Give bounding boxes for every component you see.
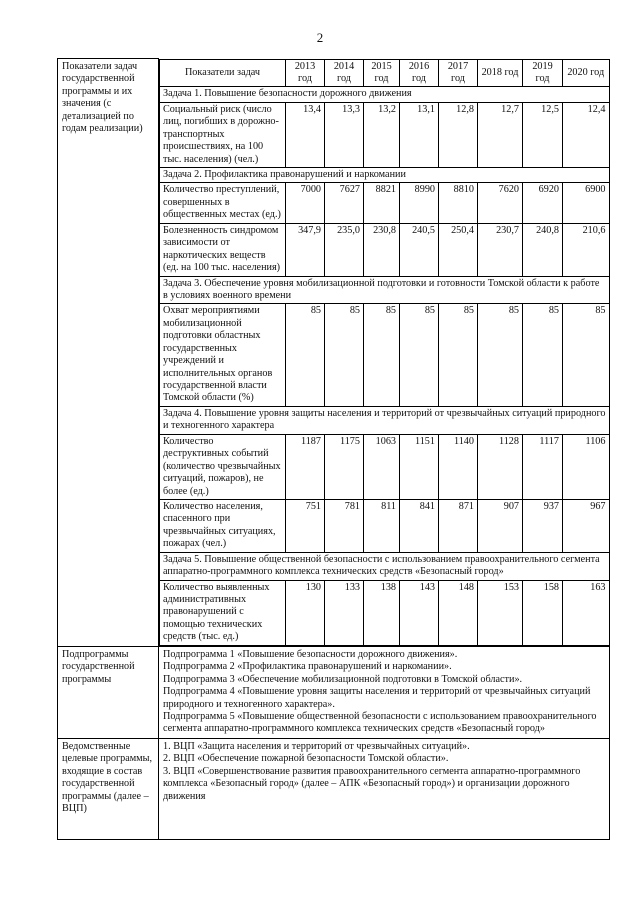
vcp-item: 3. ВЦП «Совершенствование развития правоохранительного сегмента аппаратно-программного комплекса «Безопасный город» (далее – АПК «Безопасный город») и организации дорожного движения <box>163 765 581 802</box>
task-row <box>160 276 610 304</box>
indicator-value: 210,6 <box>563 223 610 276</box>
indicator-value: 85 <box>286 304 325 407</box>
vcp-item: 2. ВЦП «Обеспечение пожарной безопасности Томской области». <box>163 753 449 765</box>
indicator-name: Охват мероприятиями мобилизационной подготовки областных государственных учреждений и исполнительных органов государственной власти Томской области (%) <box>160 304 286 407</box>
task-title: Задача 4. Повышение уровня защиты населения и территорий от чрезвычайных ситуаций природного и техногенного характера <box>160 406 610 434</box>
indicator-value: 13,4 <box>286 102 325 167</box>
indicator-value: 1117 <box>523 434 563 499</box>
subprograms-label: Подпрограммы государственной программы <box>58 646 159 738</box>
indicator-value: 85 <box>364 304 400 407</box>
subprogram-item: Подпрограмма 1 «Повышение безопасности дорожного движения». <box>163 648 458 660</box>
task-row <box>160 168 610 183</box>
indicator-value: 85 <box>563 304 610 407</box>
indicator-value: 250,4 <box>439 223 478 276</box>
task-row <box>160 552 610 580</box>
indicator-header: Показатели задач <box>160 59 286 87</box>
indicator-value: 1140 <box>439 434 478 499</box>
indicator-value: 148 <box>439 580 478 645</box>
subprogram-item: Подпрограмма 2 «Профилактика правонарушений и наркомании». <box>163 661 452 673</box>
indicator-value: 8821 <box>364 183 400 223</box>
table-header-row <box>160 59 610 87</box>
indicator-value: 1175 <box>325 434 364 499</box>
indicator-value: 841 <box>400 499 439 552</box>
indicator-value: 138 <box>364 580 400 645</box>
indicator-value: 85 <box>325 304 364 407</box>
indicator-value: 347,9 <box>286 223 325 276</box>
task-row <box>160 87 610 102</box>
indicator-value: 1063 <box>364 434 400 499</box>
year-header: 2018 год <box>478 59 523 87</box>
indicator-value: 85 <box>478 304 523 407</box>
indicator-name: Социальный риск (число лиц, погибших в дорожно-транспортных происшествиях, на 100 тыс. населения) (чел.) <box>160 102 286 167</box>
indicator-value: 1128 <box>478 434 523 499</box>
indicator-value: 13,1 <box>400 102 439 167</box>
indicator-value: 85 <box>400 304 439 407</box>
indicator-value: 143 <box>400 580 439 645</box>
indicator-value: 13,3 <box>325 102 364 167</box>
indicator-value: 871 <box>439 499 478 552</box>
year-header: 2013 год <box>286 59 325 87</box>
indicator-value: 153 <box>478 580 523 645</box>
indicator-name: Количество выявленных административных правонарушений с помощью технических средств (тыс. ед.) <box>160 580 286 645</box>
indicator-value: 1106 <box>563 434 610 499</box>
task-title: Задача 5. Повышение общественной безопасности с использованием правоохранительного сегмента аппаратно-программного комплекса технических средств «Безопасный город» <box>160 552 610 580</box>
task-title: Задача 3. Обеспечение уровня мобилизационной подготовки и готовности Томской области к работе в условиях военного времени <box>160 276 610 304</box>
table-row <box>160 499 610 552</box>
indicator-value: 158 <box>523 580 563 645</box>
indicator-value: 240,8 <box>523 223 563 276</box>
indicator-name: Количество населения, спасенного при чрезвычайных ситуациях, пожарах (чел.) <box>160 499 286 552</box>
year-header: 2015 год <box>364 59 400 87</box>
indicator-value: 12,4 <box>563 102 610 167</box>
passport-table <box>57 58 610 840</box>
indicator-value: 85 <box>523 304 563 407</box>
indicator-value: 811 <box>364 499 400 552</box>
indicator-value: 235,0 <box>325 223 364 276</box>
indicator-value: 230,8 <box>364 223 400 276</box>
indicator-value: 937 <box>523 499 563 552</box>
indicator-value: 7620 <box>478 183 523 223</box>
indicator-value: 8990 <box>400 183 439 223</box>
indicator-name: Количество деструктивных событий (количество чрезвычайных ситуаций, пожаров), не более (ед.) <box>160 434 286 499</box>
indicator-value: 130 <box>286 580 325 645</box>
subprograms-list <box>159 646 610 738</box>
subprogram-item: Подпрограмма 4 «Повышение уровня защиты населения и территорий от чрезвычайных ситуаций природного и техногенного характера». <box>163 686 591 710</box>
year-header: 2017 год <box>439 59 478 87</box>
table-row <box>160 434 610 499</box>
indicator-value: 12,8 <box>439 102 478 167</box>
task-title: Задача 2. Профилактика правонарушений и наркомании <box>160 168 610 183</box>
task-row <box>160 406 610 434</box>
indicator-value: 781 <box>325 499 364 552</box>
table-row <box>160 580 610 645</box>
table-row <box>160 102 610 167</box>
indicator-value: 12,5 <box>523 102 563 167</box>
table-row <box>160 304 610 407</box>
year-header: 2016 год <box>400 59 439 87</box>
indicator-value: 230,7 <box>478 223 523 276</box>
vcp-item: 1. ВЦП «Защита населения и территорий от чрезвычайных ситуаций». <box>163 740 470 752</box>
indicator-name: Количество преступлений, совершенных в общественных местах (ед.) <box>160 183 286 223</box>
vcp-label: Ведомственные целевые программы, входящие в состав государственной программы (далее – ВЦП) <box>58 738 159 839</box>
vcp-list <box>159 738 610 839</box>
indicator-value: 1187 <box>286 434 325 499</box>
indicator-value: 7000 <box>286 183 325 223</box>
indicator-value: 163 <box>563 580 610 645</box>
indicator-value: 6900 <box>563 183 610 223</box>
indicator-value: 240,5 <box>400 223 439 276</box>
table-row <box>160 223 610 276</box>
indicator-value: 967 <box>563 499 610 552</box>
indicator-value: 751 <box>286 499 325 552</box>
task-title: Задача 1. Повышение безопасности дорожного движения <box>160 87 610 102</box>
page-number: 2 <box>316 30 324 45</box>
indicator-value: 1151 <box>400 434 439 499</box>
subprogram-item: Подпрограмма 3 «Обеспечение мобилизационной подготовки в Томской области». <box>163 673 523 685</box>
indicators-table <box>159 59 610 646</box>
year-header: 2020 год <box>563 59 610 87</box>
year-header: 2014 год <box>325 59 364 87</box>
indicators-label: Показатели задач государственной программы и их значения (с детализацией по годам реализации) <box>58 59 159 647</box>
indicator-value: 8810 <box>439 183 478 223</box>
indicator-value: 13,2 <box>364 102 400 167</box>
indicator-value: 7627 <box>325 183 364 223</box>
year-header: 2019 год <box>523 59 563 87</box>
indicator-value: 12,7 <box>478 102 523 167</box>
indicator-name: Болезненность синдромом зависимости от наркотических веществ (ед. на 100 тыс. населения) <box>160 223 286 276</box>
indicator-value: 133 <box>325 580 364 645</box>
table-row <box>160 183 610 223</box>
indicator-value: 6920 <box>523 183 563 223</box>
indicator-value: 907 <box>478 499 523 552</box>
subprogram-item: Подпрограмма 5 «Повышение общественной безопасности с использованием правоохранительного сегмента аппаратно-программного комплекса технических средств «Безопасный город» <box>163 710 597 735</box>
indicator-value: 85 <box>439 304 478 407</box>
